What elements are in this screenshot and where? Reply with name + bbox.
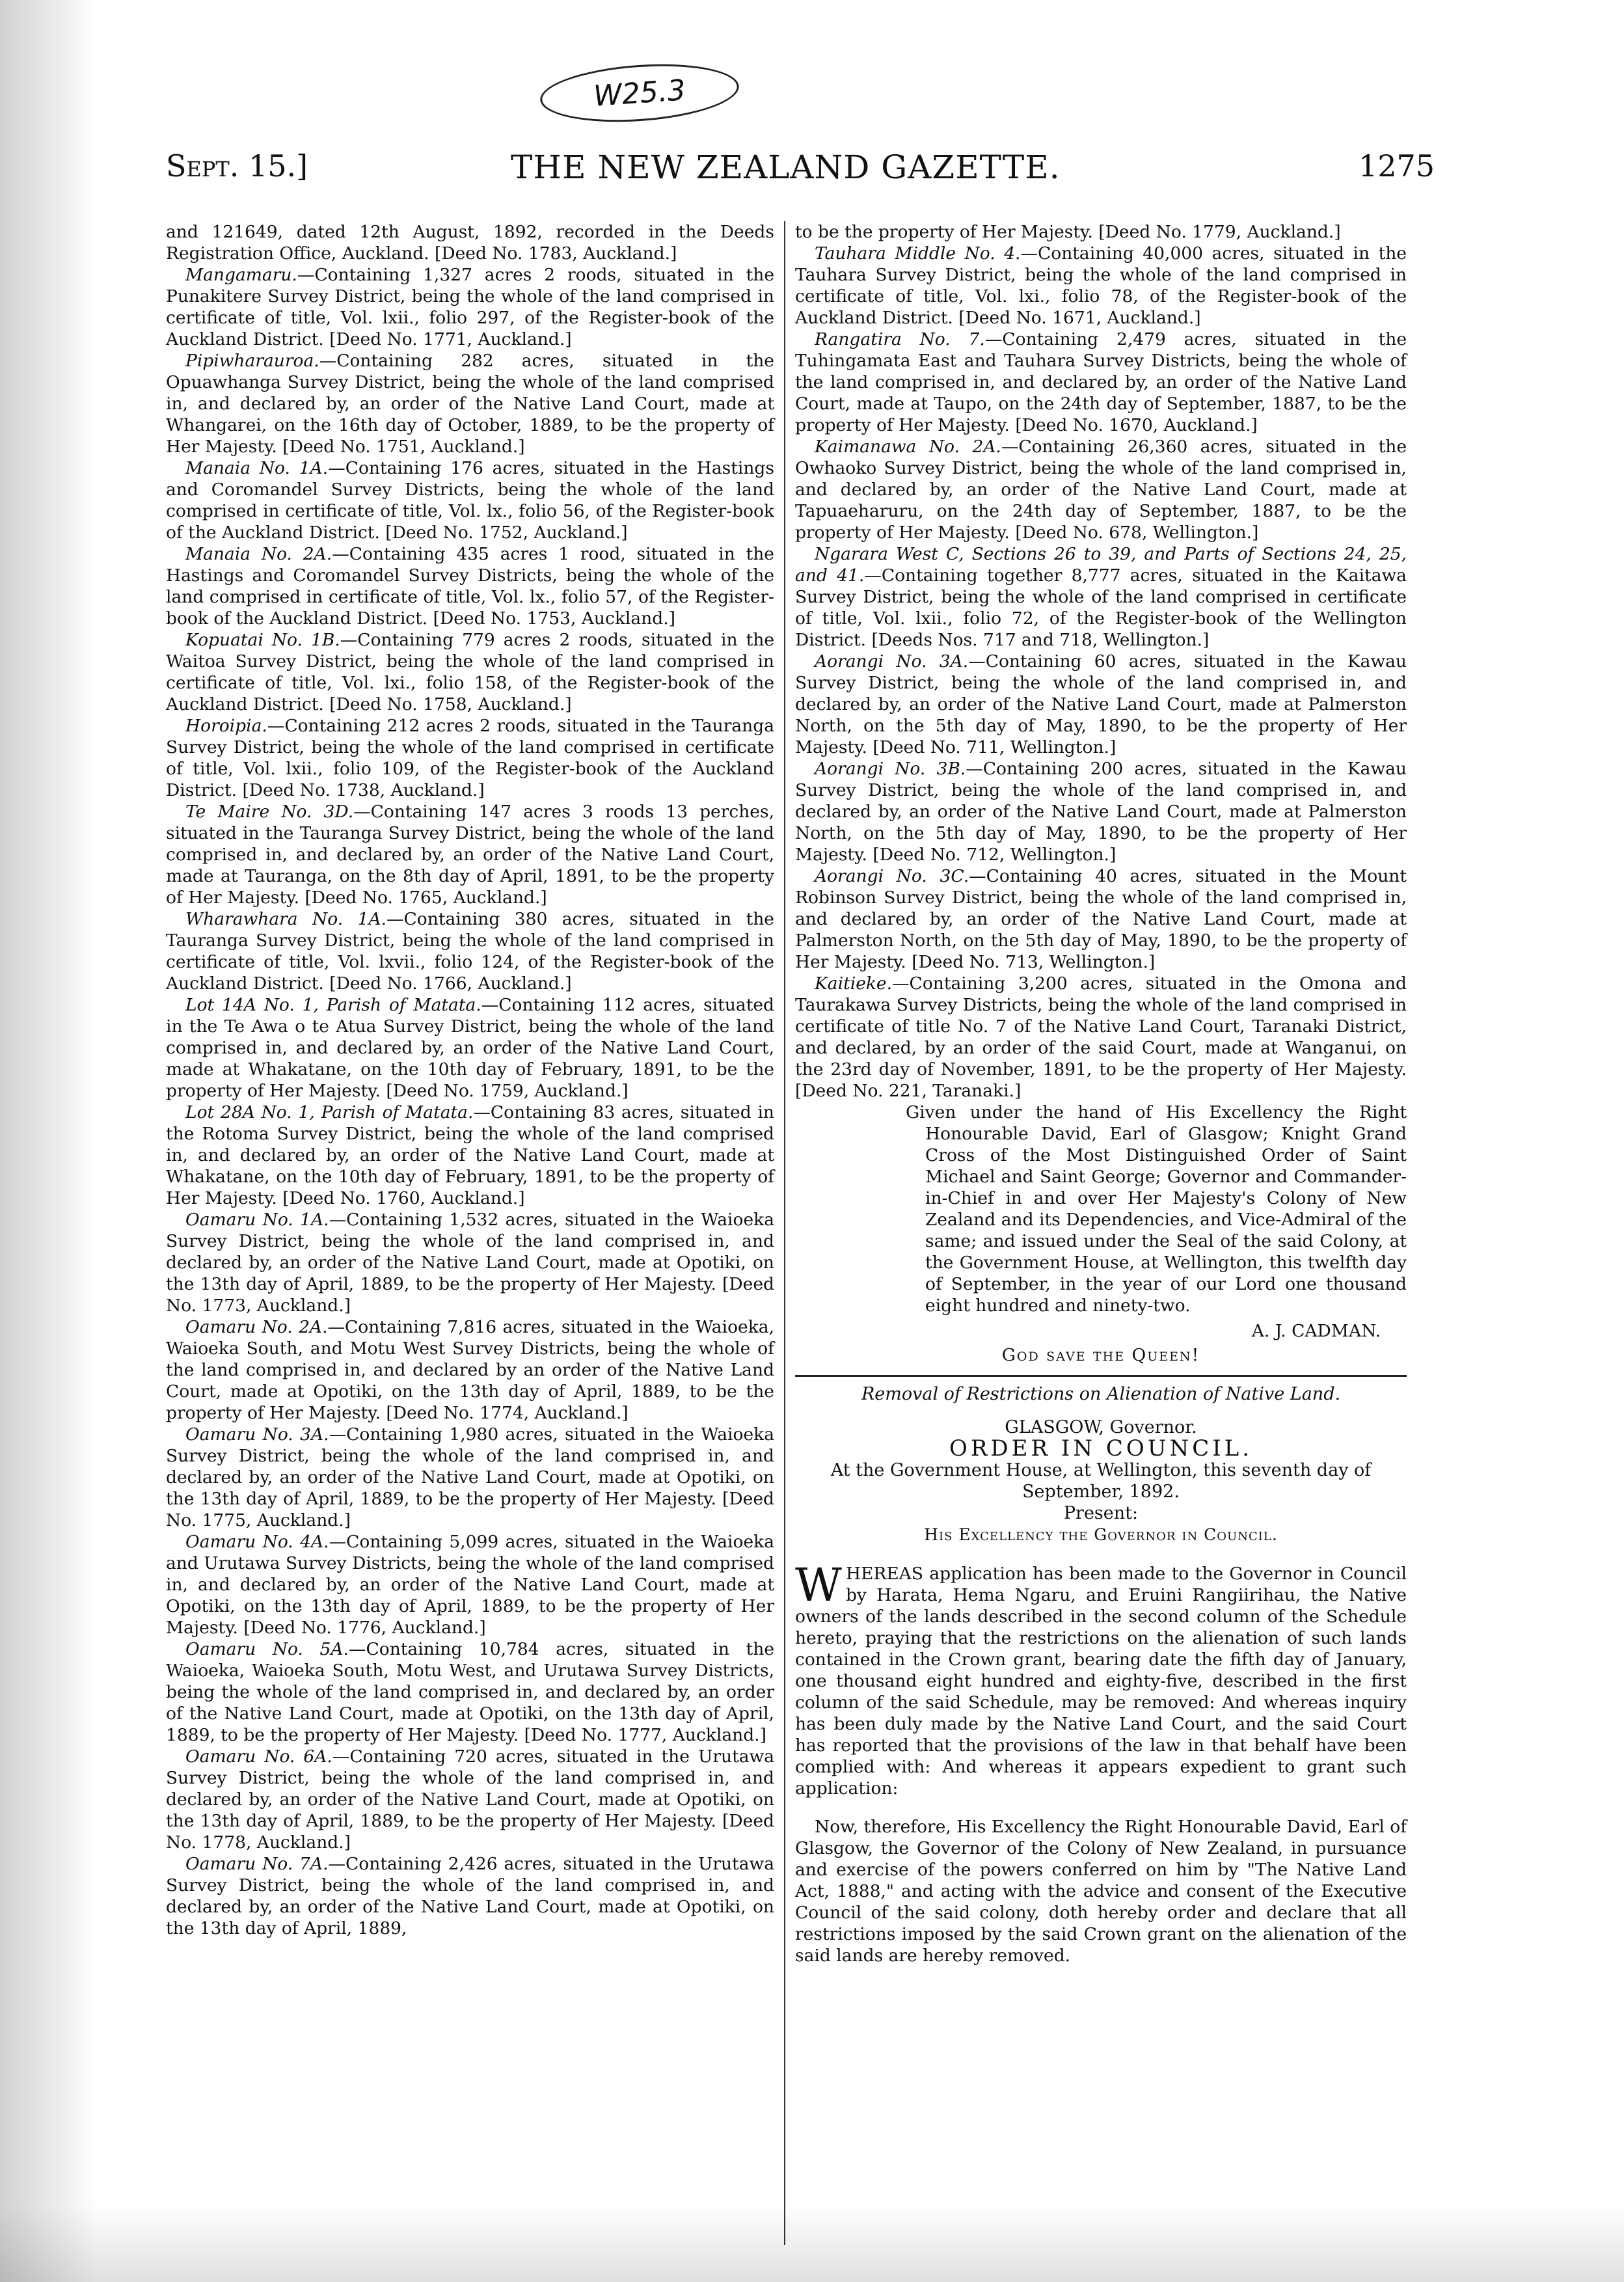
land-name: Lot 14A No. 1, Parish of Matata.: [185, 995, 481, 1015]
drop-cap: W: [795, 1558, 842, 1612]
entry-text: —Containing 83 acres, situated in the Rotoma Survey District, being the whole of the land comprised in, and declared by, an order of the Native Land Court, made at Whakatane, on the 10th day of February, 1891, to be the property of Her Majesty. [Deed No. 1760, Auckland.]: [166, 1102, 774, 1208]
entry-text: —Containing 779 acres 2 roods, situated in the Waitoa Survey District, being the whole of the land comprised in certificate of title, Vol. lxi., folio 158, of the Register-book of the Auckland District. [Deed No. 1758, Auckland.]: [166, 630, 774, 714]
deed-entry: [166, 1638, 774, 1746]
page-number: 1275: [1358, 148, 1435, 183]
land-name: Ngarara West C, Sections 26 to 39, and Parts of Sections 24, 25, and 41.: [795, 544, 1407, 586]
deed-entry: [166, 1853, 774, 1939]
land-name: Oamaru No. 5A.: [185, 1639, 349, 1659]
land-name: Oamaru No. 1A.: [185, 1210, 329, 1230]
entry-text: —Containing 380 acres, situated in the Tauranga Survey District, being the whole of the land comprised in certificate of title, Vol. lxvii., folio 124, of the Register-book of the Auckland District. [Deed No. 1766, Auckland.]: [166, 909, 774, 994]
deed-entry: [166, 1424, 774, 1531]
land-name: Kaitieke.: [815, 973, 893, 994]
land-name: Lot 28A No. 1, Parish of Matata.: [185, 1102, 474, 1122]
deed-entry: [795, 973, 1407, 1102]
order-place-date: At the Government House, at Wellington, this seventh day of September, 1892.: [830, 1460, 1372, 1502]
entry-text: —Containing 40,000 acres, situated in the Tauhara Survey District, being the whole of the land comprised in certificate of title, Vol. lxi., folio 78, of the Register-book of the Auckland District. [Deed No. 1671, Auckland.]: [795, 243, 1407, 328]
deed-entry: [166, 457, 774, 543]
order-in-council-title: ORDER IN COUNCIL.: [949, 1435, 1253, 1461]
header-date: Sept. 15.]: [166, 148, 308, 183]
whereas-paragraph: [795, 1558, 1407, 1799]
land-name: Oamaru No. 2A.: [185, 1317, 328, 1337]
land-name: Tauhara Middle No. 4.: [815, 243, 1021, 264]
scan-shadow-left: [0, 0, 98, 2282]
deed-entry: [795, 436, 1407, 543]
deed-entry: [166, 543, 774, 629]
deed-entry: [166, 264, 774, 350]
entry-text: —Containing 435 acres 1 rood, situated in the Hastings and Coromandel Survey Districts, being the whole of the land comprised in certificate of title, Vol. lx., folio 57, of the Register-book of the Auckland District. [Deed No. 1753, Auckland.]: [166, 544, 774, 629]
entry-text: —Containing 1,980 acres, situated in the Waioeka Survey District, being the whole of the land comprised in, and declared by, an order of the Native Land Court, made at Opotiki, on the 13th day of April, 1889, to be the property of Her Majesty. [Deed No. 1775, Auckland.]: [166, 1424, 774, 1530]
handwritten-note: W25.3: [538, 58, 740, 128]
deed-entry: [166, 221, 774, 264]
land-name: Oamaru No. 6A.: [185, 1746, 332, 1767]
deed-entry: [166, 629, 774, 715]
order-subtitle: Removal of Restrictions on Alienation of Native Land.: [861, 1384, 1341, 1404]
deed-entry: [795, 221, 1407, 243]
entry-text: —Containing 26,360 acres, situated in the Owhaoko Survey District, being the whole of the land comprised in, and declared by, an order of the Native Land Court, made at Tapuaeharuru, on the 24th day of September, 1887, to be the property of Her Majesty. [Deed No. 678, Wellington.]: [795, 437, 1407, 543]
scan-shadow-bottom: [0, 2204, 1624, 2282]
god-save-the-queen: God save the Queen!: [1001, 1345, 1200, 1365]
given-under-hand: Given under the hand of His Excellency the Right Honourable David, Earl of Glasgow; Knight Grand Cross of the Most Distinguished Order of Saint Michael and Saint George; Governor and Commander-in-Chief in and over Her Majesty's Colony of New Zealand and its Dependencies, and Vice-Admiral of the same; and issued under the Seal of the said Colony, at the Government House, at Wellington, this twelfth day of September, in the year of our Lord one thousand eight hundred and ninety-two.: [906, 1102, 1407, 1316]
deed-entry: [795, 865, 1407, 973]
entry-text: —Containing 7,816 acres, situated in the Waioeka, Waioeka South, and Motu West Survey Districts, being the whole of the land comprised in, and declared by an order of the Native Land Court, made at Opotiki, on the 13th day of April, 1889, to be the property of Her Majesty. [Deed No. 1774, Auckland.]: [166, 1317, 774, 1423]
entry-text: —Containing 3,200 acres, situated in the Omona and Taurakawa Survey Districts, being the whole of the land comprised in certificate of title No. 7 of the Native Land Court, Taranaki District, and declared, by an order of the said Court, made at Wanganui, on the 23rd day of November, 1891, to be the property of Her Majesty. [Deed No. 221, Taranaki.]: [795, 973, 1407, 1101]
entry-text: —Containing 5,099 acres, situated in the Waioeka and Urutawa Survey Districts, being the whole of the land comprised in, and declared by, an order of the Native Land Court, made at Opotiki, on the 13th day of April, 1889, to be the property of Her Majesty. [Deed No. 1776, Auckland.]: [166, 1532, 774, 1638]
council-line: His Excellency the Governor in Council.: [924, 1525, 1278, 1544]
land-name: Aorangi No. 3A.: [815, 651, 969, 672]
deed-entry: [166, 715, 774, 801]
deed-entry: [166, 1531, 774, 1638]
entry-text: to be the property of Her Majesty. [Deed No. 1779, Auckland.]: [795, 222, 1341, 242]
right-column-entries: [795, 221, 1407, 1102]
land-name: Horoipia.: [185, 716, 267, 736]
entry-text: —Containing 10,784 acres, situated in the Waioeka, Waioeka South, Motu West, and Urutawa Survey Districts, being the whole of the land comprised in, and declared by, an order of the Native Land Court, made at Opotiki, on the 13th day of April, 1889, to be the property of Her Majesty. [Deed No. 1777, Auckland.]: [166, 1639, 774, 1745]
land-name: Pipiwharauroa.: [185, 351, 319, 371]
deed-entry: [795, 651, 1407, 758]
land-name: Aorangi No. 3B.: [815, 759, 966, 779]
whereas-text: HEREAS application has been made to the Governor in Council by Harata, Hema Ngaru, and Eruini Rangiirihau, the Native owners of the lands described in the second column of the Schedule hereto, praying that the restrictions on the alienation of such lands contained in the Crown grant, bearing date the fifth day of January, one thousand eight hundred and eighty-five, described in the first column of the said Schedule, may be removed: And whereas inquiry has been duly made by the Native Land Court, and the said Court has reported that the provisions of the law in that behalf have been complied with: And whereas it appears expedient to grant such application:: [795, 1563, 1407, 1799]
deed-entry: [166, 1316, 774, 1424]
entry-text: —Containing 1,532 acres, situated in the Waioeka Survey District, being the whole of the land comprised in, and declared by, an order of the Native Land Court, made at Opotiki, on the 13th day of April, 1889, to be the property of Her Majesty. [Deed No. 1773, Auckland.]: [166, 1210, 774, 1316]
page-title: THE NEW ZEALAND GAZETTE.: [511, 148, 1061, 186]
entry-text: —Containing 147 acres 3 roods 13 perches, situated in the Tauranga Survey District, being the whole of the land comprised in, and declared by, an order of the Native Land Court, made at Tauranga, on the 8th day of April, 1891, to be the property of Her Majesty. [Deed No. 1765, Auckland.]: [166, 802, 774, 908]
now-therefore-paragraph: Now, therefore, His Excellency the Right Honourable David, Earl of Glasgow, the Governor of the Colony of New Zealand, in pursuance and exercise of the powers conferred on him by "The Native Land Act, 1888," and acting with the advice and consent of the Executive Council of the said colony, doth hereby order and declare that all restrictions imposed by the said Crown grant on the alienation of the said lands are hereby removed.: [795, 1817, 1407, 1966]
entry-text: —Containing 176 acres, situated in the Hastings and Coromandel Survey Districts, being the whole of the land comprised in certificate of title, Vol. lx., folio 56, of the Register-book of the Auckland District. [Deed No. 1752, Auckland.]: [166, 458, 774, 543]
entry-text: and 121649, dated 12th August, 1892, recorded in the Deeds Registration Office, Auckland. [Deed No. 1783, Auckland.]: [166, 222, 774, 264]
land-name: Wharawhara No. 1A.: [185, 909, 387, 929]
land-name: Mangamaru.: [185, 265, 297, 285]
deed-entry: [166, 350, 774, 457]
land-name: Kopuatai No. 1B.: [185, 630, 340, 650]
land-name: Rangatira No. 7.: [815, 329, 985, 349]
entry-text: —Containing together 8,777 acres, situated in the Kaitawa Survey District, being the whole of the land comprised in certificate of title, Vol. lxii., folio 72, of the Register-book of the Wellington District. [Deeds Nos. 717 and 718, Wellington.]: [795, 565, 1407, 650]
column-divider: [784, 221, 785, 2245]
governor-line: GLASGOW, Governor.: [1005, 1417, 1197, 1437]
entry-text: —Containing 2,479 acres, situated in the Tuhingamata East and Tauhara Survey Districts, being the whole of the land comprised in, and declared by, an order of the Native Land Court, made at Taupo, on the 24th day of September, 1887, to be the property of Her Majesty. [Deed No. 1670, Auckland.]: [795, 329, 1407, 435]
signer: A. J. CADMAN.: [1251, 1321, 1381, 1341]
land-name: Kaimanawa No. 2A.: [815, 437, 1001, 457]
section-rule: [795, 1375, 1407, 1377]
entry-text: —Containing 282 acres, situated in the Opuawhanga Survey District, being the whole of the land comprised in, and declared by, an order of the Native Land Court, made at Whangarei, on the 16th day of October, 1889, to be the property of Her Majesty. [Deed No. 1751, Auckland.]: [166, 351, 774, 457]
page-header: [166, 148, 1435, 194]
land-name: Oamaru No. 7A.: [185, 1854, 329, 1874]
entry-text: —Containing 112 acres, situated in the Te Awa o te Atua Survey District, being the whole of the land comprised in, and declared by, an order of the Native Land Court, made at Whakatane, on the 10th day of February, 1891, to be the property of Her Majesty. [Deed No. 1759, Auckland.]: [166, 995, 774, 1101]
deed-entry: [795, 758, 1407, 865]
right-column: [795, 221, 1407, 1984]
entry-text: —Containing 212 acres 2 roods, situated in the Tauranga Survey District, being the whole of the land comprised in certificate of title, Vol. lxii., folio 109, of the Register-book of the Auckland District. [Deed No. 1738, Auckland.]: [166, 716, 774, 800]
land-name: Aorangi No. 3C.: [815, 866, 969, 886]
land-name: Manaia No. 1A.: [185, 458, 329, 478]
deed-entry: [166, 1102, 774, 1209]
entry-text: —Containing 1,327 acres 2 roods, situated in the Punakitere Survey District, being the whole of the land comprised in certificate of title, Vol. lxii., folio 297, of the Register-book of the Auckland District. [Deed No. 1771, Auckland.]: [166, 265, 774, 349]
entry-text: —Containing 720 acres, situated in the Urutawa Survey District, being the whole of the land comprised in, and declared by, an order of the Native Land Court, made at Opotiki, on the 13th day of April, 1889, to be the property of Her Majesty. [Deed No. 1778, Auckland.]: [166, 1746, 774, 1853]
land-name: Oamaru No. 3A.: [185, 1424, 329, 1445]
deed-entry: [795, 543, 1407, 651]
deed-entry: [166, 1746, 774, 1853]
entry-text: —Containing 200 acres, situated in the Kawau Survey District, being the whole of the land comprised in, and declared by, an order of the Native Land Court, made at Palmerston North, on the 5th day of May, 1890, to be the property of Her Majesty. [Deed No. 712, Wellington.]: [795, 759, 1407, 865]
deed-entry: [166, 801, 774, 908]
entry-text: —Containing 60 acres, situated in the Kawau Survey District, being the whole of the land comprised in, and declared by, an order of the Native Land Court, made at Palmerston North, on the 5th day of May, 1890, to be the property of Her Majesty. [Deed No. 711, Wellington.]: [795, 651, 1407, 757]
present-label: Present:: [1063, 1503, 1139, 1523]
deed-entry: [166, 994, 774, 1102]
deed-entry: [166, 908, 774, 994]
land-name: Te Maire No. 3D.: [185, 802, 354, 822]
deed-entry: [166, 1209, 774, 1316]
deed-entry: [795, 243, 1407, 329]
land-name: Oamaru No. 4A.: [185, 1532, 329, 1552]
left-column: [166, 221, 774, 1939]
entry-text: —Containing 2,426 acres, situated in the Urutawa Survey District, being the whole of the land comprised in, and declared by, an order of the Native Land Court, made at Opotiki, on the 13th day of April, 1889,: [166, 1854, 774, 1938]
entry-text: —Containing 40 acres, situated in the Mount Robinson Survey District, being the whole of the land comprised in, and declared by, an order of the Native Land Court, made at Palmerston North, on the 5th day of May, 1890, to be the property of Her Majesty. [Deed No. 713, Wellington.]: [795, 866, 1407, 972]
land-name: Manaia No. 2A.: [185, 544, 332, 564]
deed-entry: [795, 329, 1407, 436]
